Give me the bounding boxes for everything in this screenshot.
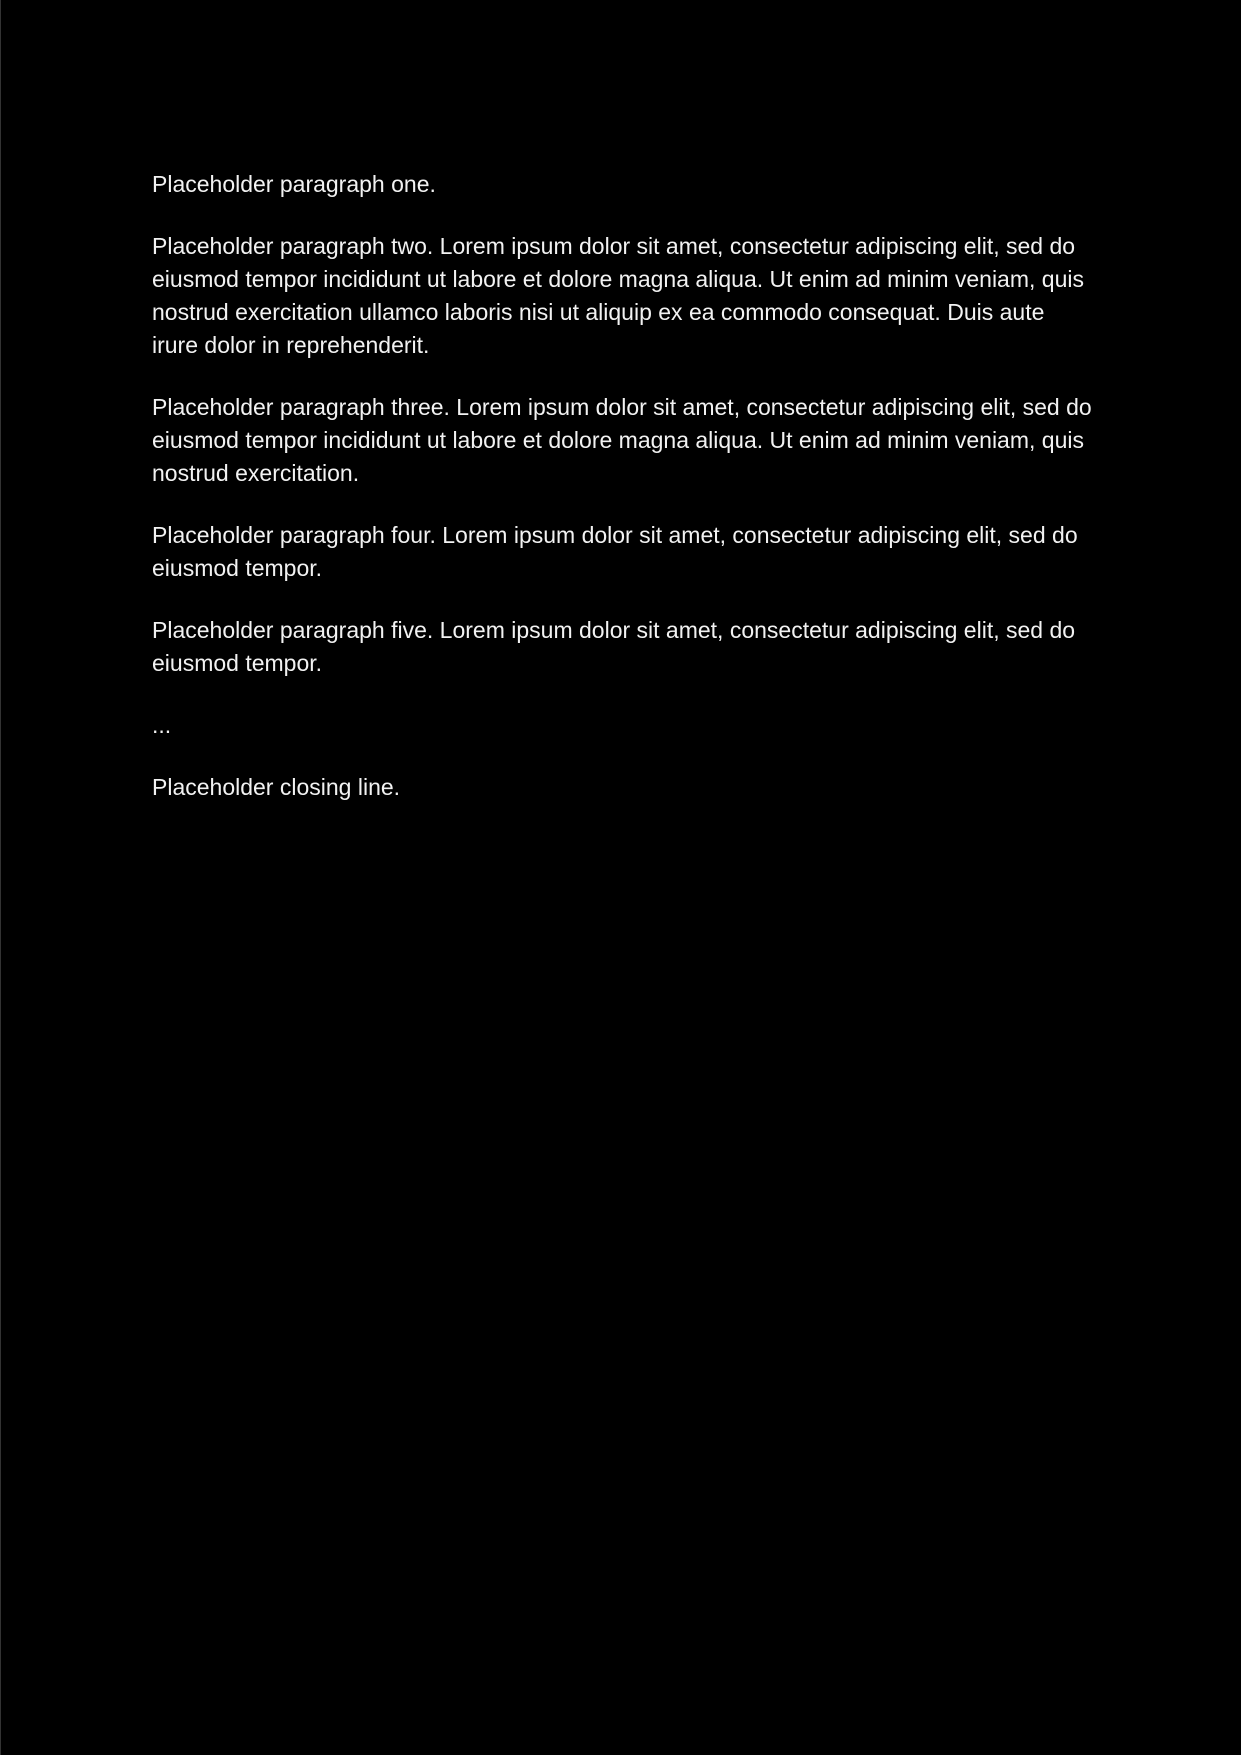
paragraph: Placeholder paragraph two. Lorem ipsum dolor sit amet, consectetur adipiscing elit, sed do eiusmod tempor incididunt ut labore et dolore magna aliqua. Ut enim ad minim veniam, quis nostrud exercitation ullamco laboris nisi ut aliquip ex ea commodo consequat. Duis aute irure dolor in reprehenderit. [152,233,1084,358]
paragraph: Placeholder closing line. [152,774,401,800]
paragraph: Placeholder paragraph one. [152,171,436,197]
document-body [152,168,1092,833]
paragraph: Placeholder paragraph five. Lorem ipsum dolor sit amet, consectetur adipiscing elit, sed do eiusmod tempor. [152,617,1076,676]
paragraph: ... [152,712,172,738]
paragraph: Placeholder paragraph three. Lorem ipsum dolor sit amet, consectetur adipiscing elit, sed do eiusmod tempor incididunt ut labore et dolore magna aliqua. Ut enim ad minim veniam, quis nostrud exercitation. [152,394,1092,486]
paragraph: Placeholder paragraph four. Lorem ipsum dolor sit amet, consectetur adipiscing elit, sed do eiusmod tempor. [152,522,1078,581]
